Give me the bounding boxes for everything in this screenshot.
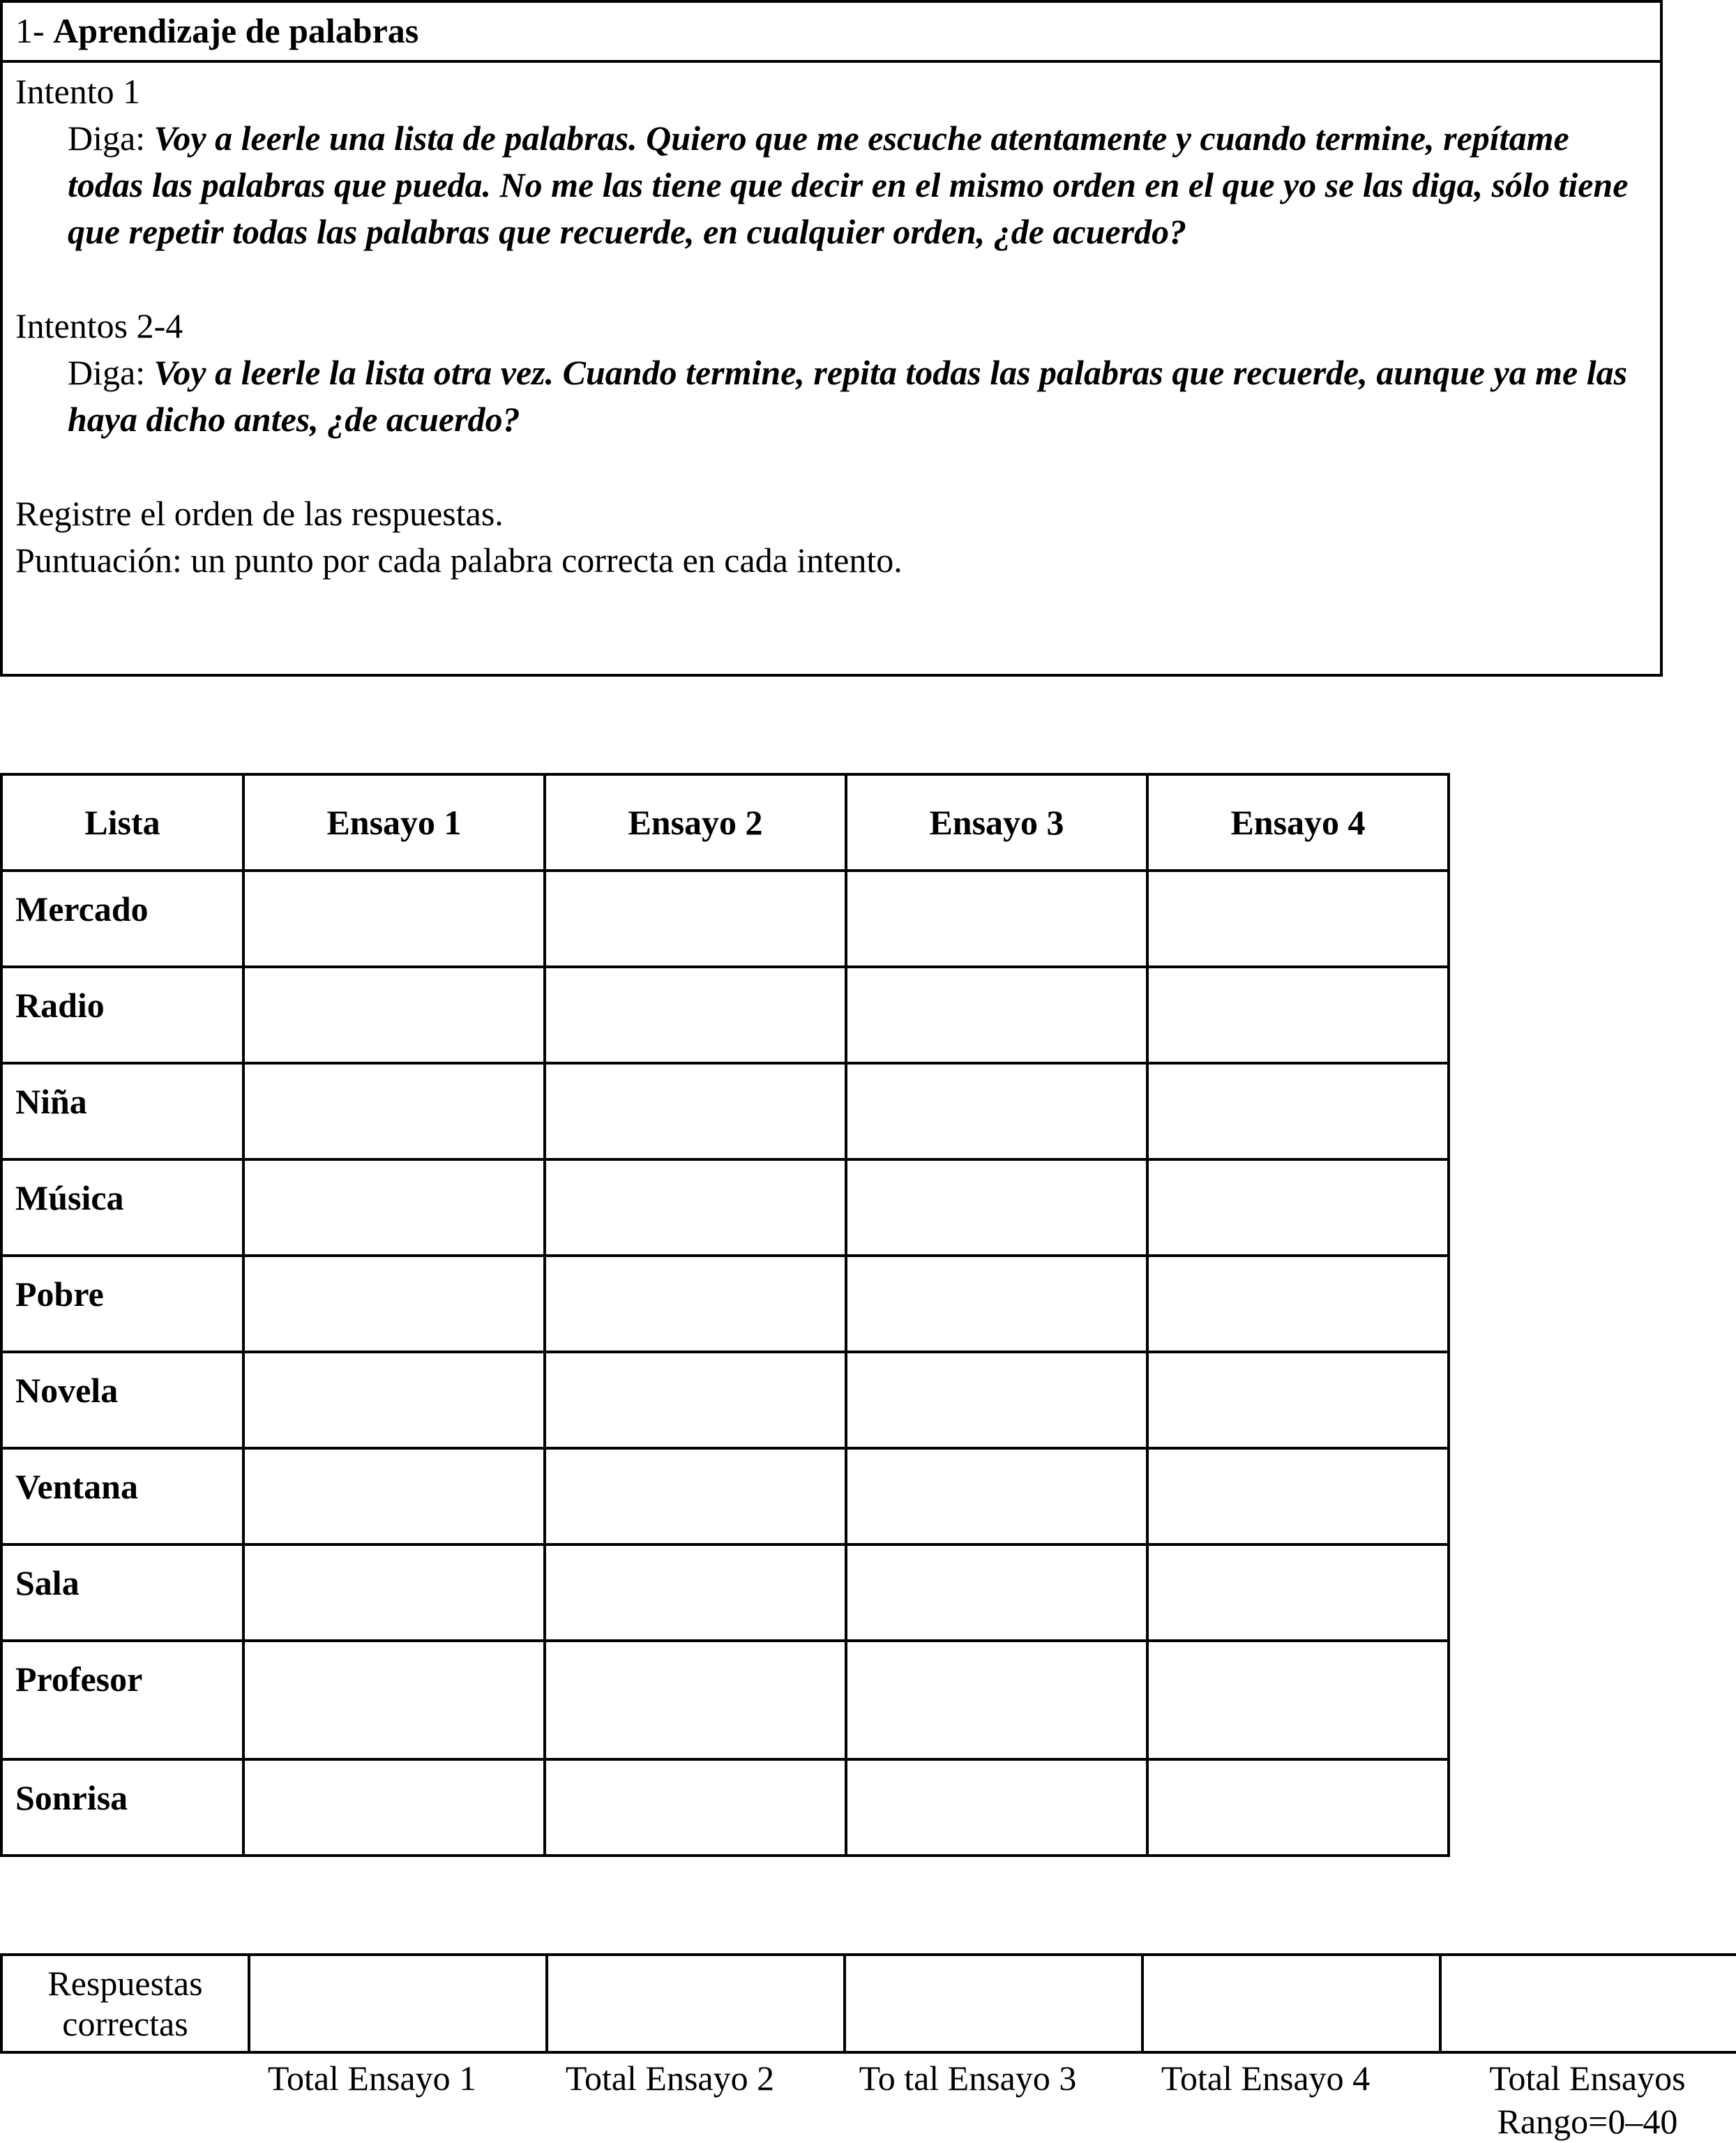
say-label: Diga: [68,353,146,392]
intento-1-heading: Intento 1 [15,72,141,111]
ensayo-1-cell[interactable] [243,1159,545,1256]
ensayo-4-cell[interactable] [1147,1063,1449,1159]
table-header-row [1,774,1449,871]
ensayo-1-cell[interactable] [243,1759,545,1856]
total-ensayo-2-cell[interactable] [547,1955,845,2052]
total-ensayo-3-cell[interactable] [845,1955,1142,2052]
word-cell: Ventana [1,1448,243,1544]
word-cell: Niña [1,1063,243,1159]
range-text: Rango=0–40 [1497,2102,1678,2141]
ensayo-1-cell[interactable] [243,1448,545,1544]
ensayo-4-cell[interactable] [1147,871,1449,967]
section-number: 1- [15,11,45,50]
header-ensayo-4: Ensayo 4 [1147,774,1449,871]
total-ensayo-4-cell[interactable] [1142,1955,1440,2052]
header-lista: Lista [1,774,243,871]
word-cell: Sonrisa [1,1759,243,1856]
instructions-body [3,63,1660,584]
ensayo-2-cell[interactable] [545,1759,846,1856]
correct-responses-line-1: Respuestas [47,1964,203,2003]
ensayo-4-cell[interactable] [1147,967,1449,1063]
table-row [1,1352,1449,1448]
total-ensayo-4-label: Total Ensayo 4 [1161,2059,1371,2098]
table-row [1,1759,1449,1856]
ensayo-3-cell[interactable] [846,1448,1147,1544]
intentos-2-4-say-text: Voy a leerle la lista otra vez. Cuando termine, repita todas las palabras que recuerde, aunque ya me las haya dicho antes, ¿de acuerdo? [68,353,1628,439]
ensayo-4-cell[interactable] [1147,1352,1449,1448]
ensayo-3-cell[interactable] [846,967,1147,1063]
ensayo-2-cell[interactable] [545,1448,846,1544]
ensayo-2-cell[interactable] [545,1544,846,1641]
table-row [1,1448,1449,1544]
ensayo-3-cell[interactable] [846,1063,1147,1159]
ensayo-1-cell[interactable] [243,1641,545,1759]
totals-table [0,1953,1736,2054]
ensayo-4-cell[interactable] [1147,1641,1449,1759]
total-ensayo-3-label: To tal Ensayo 3 [859,2059,1077,2098]
intento-1-script [15,115,1647,255]
scoring-instruction: Puntuación: un punto por cada palabra correcta en cada intento. [15,541,903,580]
ensayo-3-cell[interactable] [846,1256,1147,1352]
ensayo-4-cell[interactable] [1147,1256,1449,1352]
section-heading: Aprendizaje de palabras [53,11,419,50]
header-ensayo-2: Ensayo 2 [545,774,846,871]
total-ensayo-1-label: Total Ensayo 1 [267,2059,477,2098]
intentos-2-4-heading: Intentos 2-4 [15,306,183,345]
ensayo-3-cell[interactable] [846,1759,1147,1856]
table-row [1,967,1449,1063]
table-row [1,1544,1449,1641]
header-ensayo-1: Ensayo 1 [243,774,545,871]
ensayo-4-cell[interactable] [1147,1159,1449,1256]
ensayo-1-cell[interactable] [243,871,545,967]
ensayo-2-cell[interactable] [545,871,846,967]
ensayo-3-cell[interactable] [846,1352,1147,1448]
ensayo-1-cell[interactable] [243,967,545,1063]
ensayo-2-cell[interactable] [545,967,846,1063]
ensayo-3-cell[interactable] [846,1641,1147,1759]
ensayo-2-cell[interactable] [545,1063,846,1159]
table-row [1,1063,1449,1159]
ensayo-2-cell[interactable] [545,1256,846,1352]
totals-row [1,1955,1736,2052]
total-ensayo-1-cell[interactable] [249,1955,547,2052]
ensayo-3-cell[interactable] [846,871,1147,967]
table-row [1,1159,1449,1256]
word-cell: Sala [1,1544,243,1641]
record-instruction: Registre el orden de las respuestas. [15,494,504,533]
word-cell: Radio [1,967,243,1063]
ensayo-1-cell[interactable] [243,1063,545,1159]
totals-labels [0,2051,1736,2142]
word-cell: Mercado [1,871,243,967]
correct-responses-label [1,1955,249,2052]
total-ensayos-text: Total Ensayos [1489,2059,1686,2098]
header-ensayo-3: Ensayo 3 [846,774,1147,871]
ensayo-1-cell[interactable] [243,1352,545,1448]
say-label: Diga: [68,119,146,158]
ensayo-4-cell[interactable] [1147,1759,1449,1856]
ensayo-2-cell[interactable] [545,1159,846,1256]
ensayo-1-cell[interactable] [243,1256,545,1352]
correct-responses-line-2: correctas [62,2004,188,2043]
total-ensayo-2-label: Total Ensayo 2 [565,2059,775,2098]
word-cell: Pobre [1,1256,243,1352]
word-cell: Profesor [1,1641,243,1759]
intento-1-say-text: Voy a leerle una lista de palabras. Quiero que me escuche atentamente y cuando termine, repítame todas las palabras que pueda. No me las tiene que decir en el mismo orden en el que yo se las diga, sólo tiene que repetir todas las palabras que recuerde, en cualquier orden, ¿de acuerdo? [68,119,1629,251]
ensayo-4-cell[interactable] [1147,1448,1449,1544]
total-ensayos-cell[interactable] [1440,1955,1736,2052]
total-ensayos-label [1439,2056,1736,2143]
ensayo-1-cell[interactable] [243,1544,545,1641]
ensayo-3-cell[interactable] [846,1544,1147,1641]
intentos-2-4-script [15,349,1647,443]
section-title [3,3,1660,63]
word-cell: Música [1,1159,243,1256]
table-row [1,1641,1449,1759]
ensayo-2-cell[interactable] [545,1641,846,1759]
ensayo-2-cell[interactable] [545,1352,846,1448]
ensayo-4-cell[interactable] [1147,1544,1449,1641]
ensayo-3-cell[interactable] [846,1159,1147,1256]
word-cell: Novela [1,1352,243,1448]
word-list-table [0,773,1450,1857]
instructions-box [0,0,1663,677]
table-row [1,1256,1449,1352]
table-row [1,871,1449,967]
